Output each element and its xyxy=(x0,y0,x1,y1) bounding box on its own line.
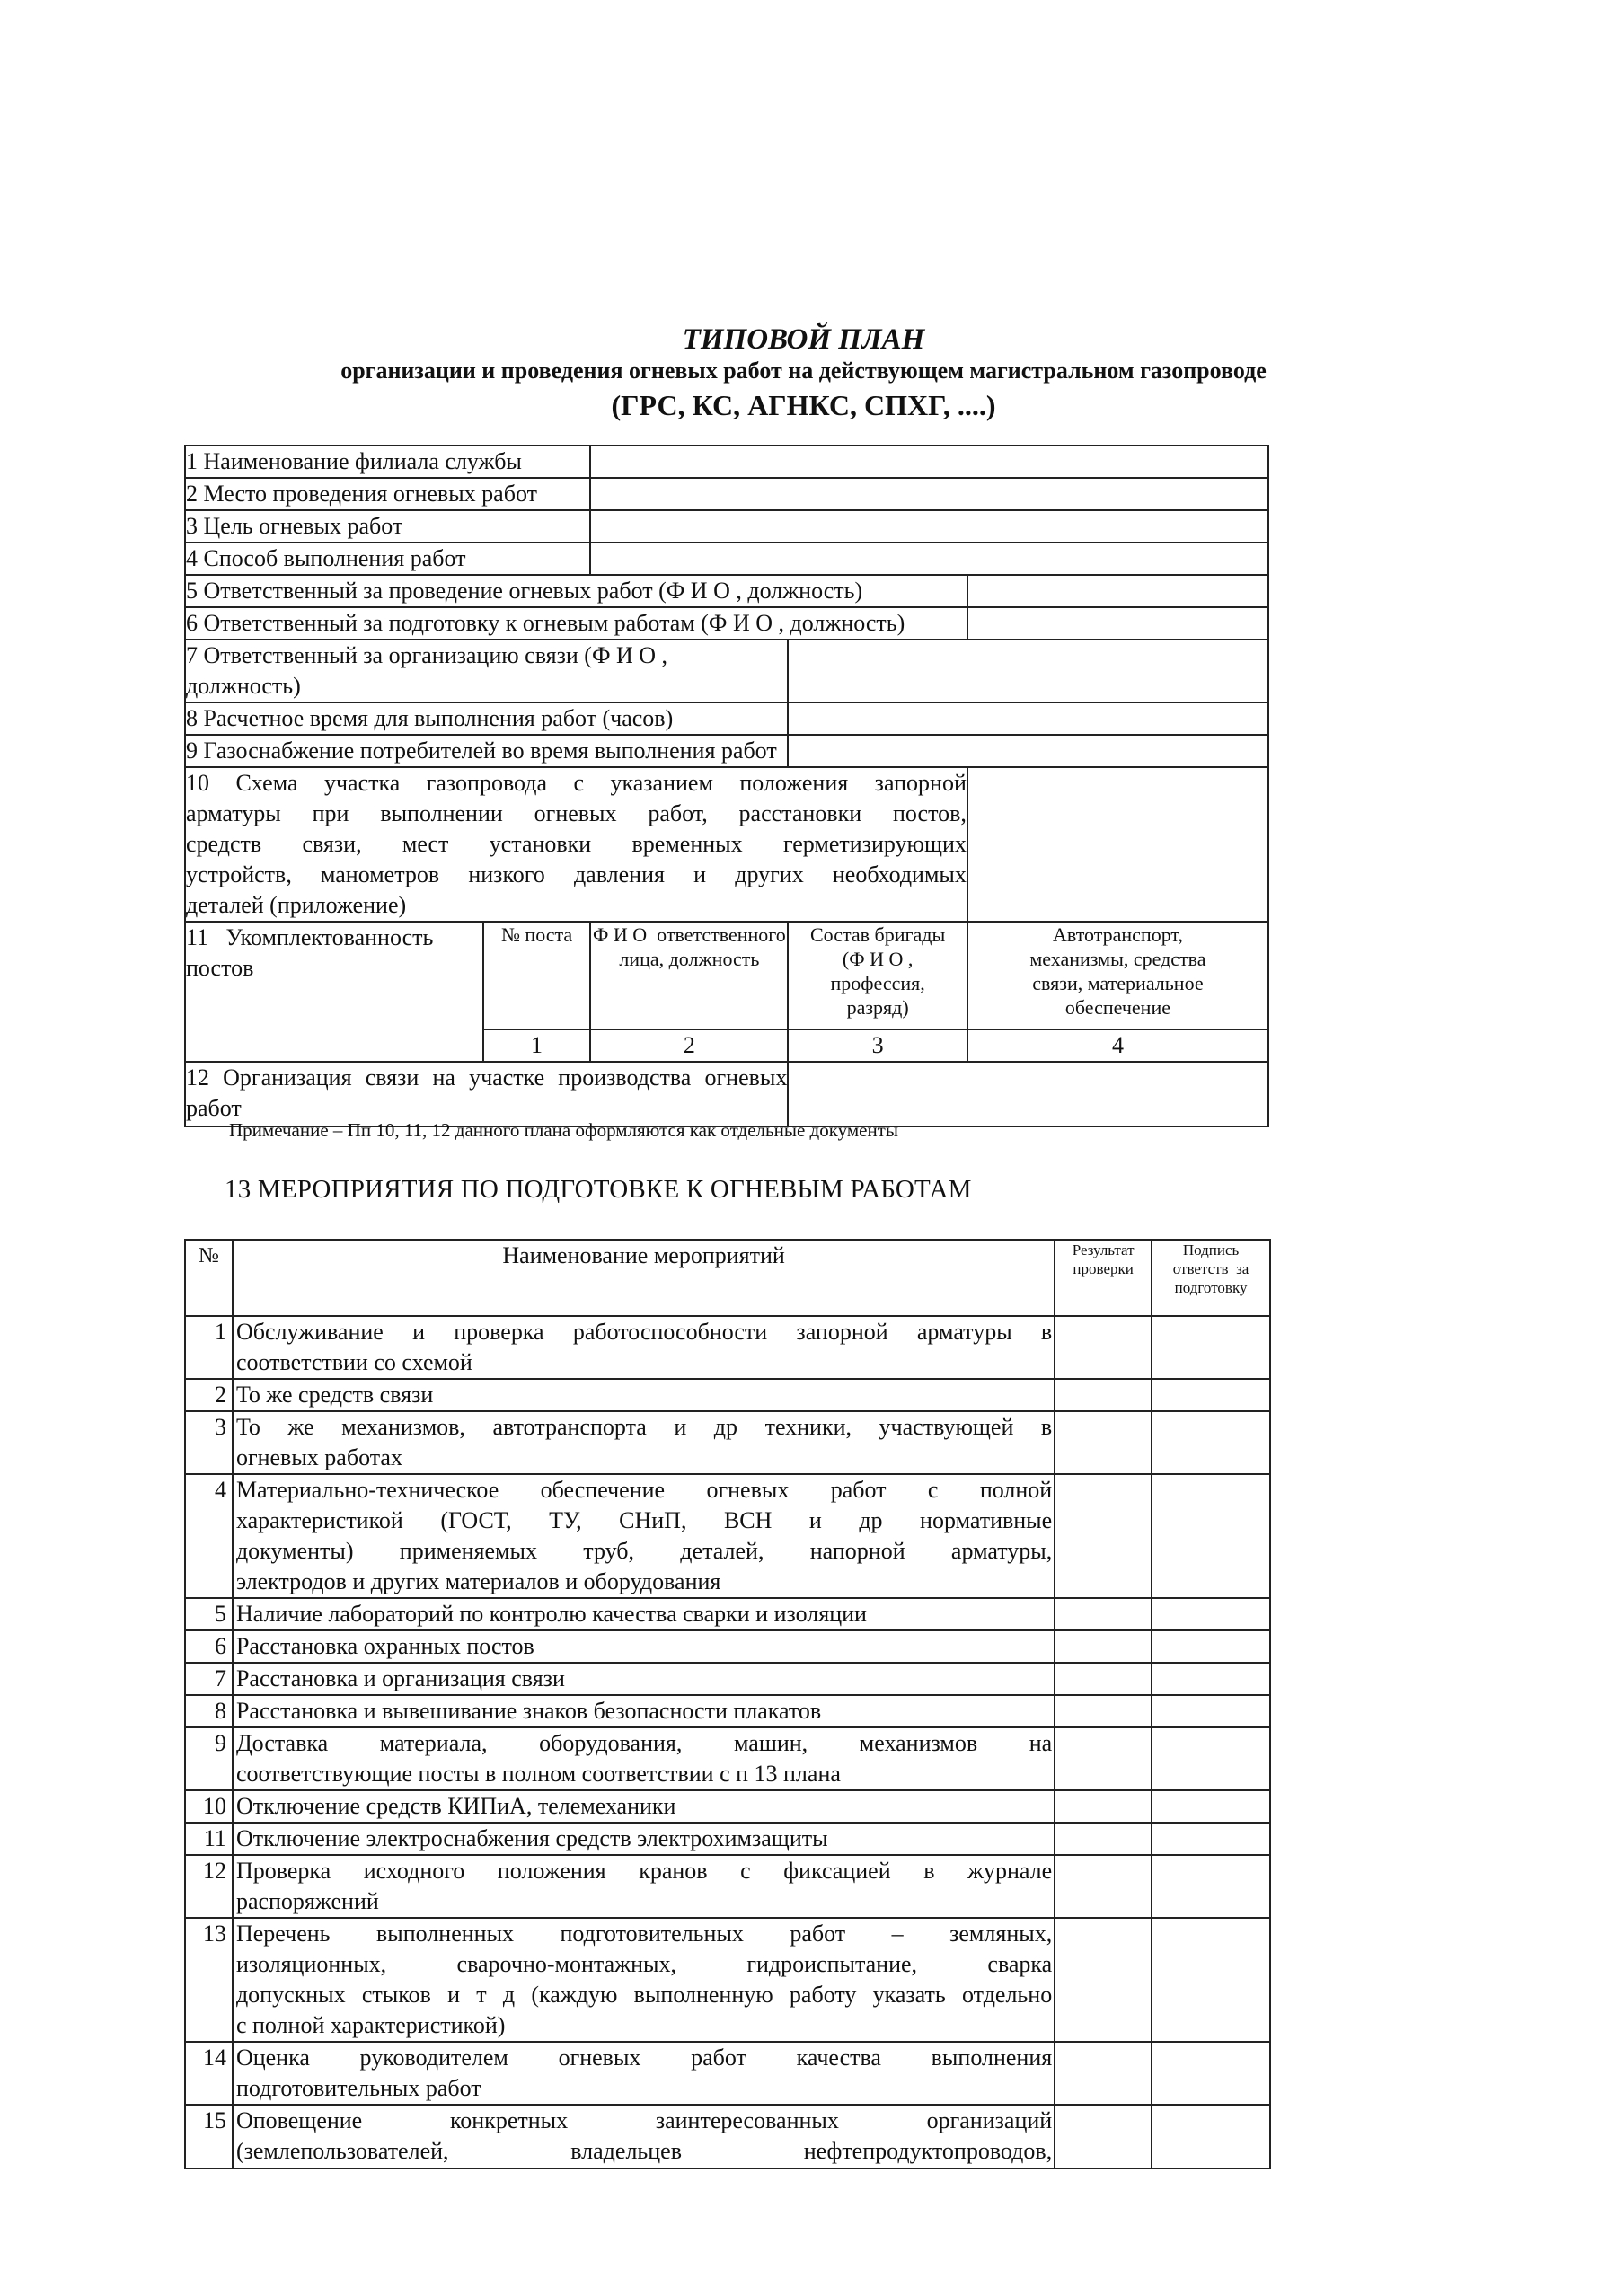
measure-signature-cell[interactable] xyxy=(1152,1598,1270,1630)
measure-result-cell[interactable] xyxy=(1055,1316,1152,1379)
plan-row-6-value[interactable] xyxy=(967,607,1268,640)
measure-name: Отключение средств КИПиА, телемеханики xyxy=(233,1790,1055,1823)
measure-number: 4 xyxy=(185,1474,233,1598)
plan-row-3-label: 3 Цель огневых работ xyxy=(185,510,590,543)
plan-row-7-value[interactable] xyxy=(788,640,1268,702)
plan-row-1-value[interactable] xyxy=(590,446,1268,478)
measure-number: 12 xyxy=(185,1855,233,1918)
col-post-number: № поста xyxy=(483,922,591,1029)
measure-name: Доставка материала, оборудования, машин, механизмов на соответствующие посты в полном соответствии с п 13 плана xyxy=(233,1727,1055,1790)
col-vehicles-equipment: Автотранспорт, механизмы, средства связи, материальное обеспечение xyxy=(967,922,1268,1029)
measure-name: Материально-техническое обеспечение огневых работ с полной характеристикой (ГОСТ, ТУ, СНиП, ВСН и др нормативные документы) применяемых труб, деталей, напорной арматуры, электродов и других материалов и оборудования xyxy=(233,1474,1055,1598)
plan-row-10-label: 10 Схема участка газопровода с указанием положения запорной арматуры при выполнении огневых работ, расстановки постов, средств связи, мест установки временных герметизирующих устройств, манометров низкого давления и других необходимых деталей (приложение) xyxy=(185,767,967,922)
measure-row xyxy=(185,1474,1270,1598)
measure-name: Проверка исходного положения кранов с фиксацией в журнале распоряжений xyxy=(233,1855,1055,1918)
measure-number: 13 xyxy=(185,1918,233,2042)
plan-row-8-value[interactable] xyxy=(788,702,1268,735)
measure-result-cell[interactable] xyxy=(1055,1630,1152,1663)
doc-subtitle-objects: (ГРС, КС, АГНКС, СПХГ, ....) xyxy=(611,389,996,421)
measure-signature-cell[interactable] xyxy=(1152,1663,1270,1695)
plan-row-7-label: 7 Ответственный за организацию связи (Ф И О , должность) xyxy=(185,640,788,702)
measure-signature-cell[interactable] xyxy=(1152,1630,1270,1663)
measure-signature-cell[interactable] xyxy=(1152,1316,1270,1379)
measure-row xyxy=(185,1630,1270,1663)
plan-row-10-value[interactable] xyxy=(967,767,1268,922)
col-team-composition: Состав бригады (Ф И О , профессия, разряд) xyxy=(788,922,967,1029)
plan-row-1-label: 1 Наименование филиала службы xyxy=(185,446,590,478)
measure-number: 1 xyxy=(185,1316,233,1379)
measure-name: Перечень выполненных подготовительных работ – земляных, изоляционных, сварочно-монтажных, гидроиспытание, сварка допускных стыков и т д (каждую выполненную работу указать отдельно с полной характеристикой) xyxy=(233,1918,1055,2042)
col-number-1: 1 xyxy=(483,1029,591,1062)
measure-name: Расстановка и организация связи xyxy=(233,1663,1055,1695)
measure-number: 15 xyxy=(185,2105,233,2168)
measure-result-cell[interactable] xyxy=(1055,1855,1152,1918)
measure-result-cell[interactable] xyxy=(1055,1474,1152,1598)
plan-table xyxy=(184,445,1269,1127)
measure-signature-cell[interactable] xyxy=(1152,2105,1270,2168)
measure-signature-cell[interactable] xyxy=(1152,1727,1270,1790)
measure-number: 9 xyxy=(185,1727,233,1790)
measure-signature-cell[interactable] xyxy=(1152,1823,1270,1855)
measures-header-result: Результат проверки xyxy=(1055,1240,1152,1316)
measure-row xyxy=(185,2042,1270,2105)
note-text: Примечание – Пп 10, 11, 12 данного плана оформляются как отдельные документы xyxy=(229,1119,898,1141)
measures-table xyxy=(184,1239,1271,2169)
plan-row-6-label: 6 Ответственный за подготовку к огневым работам (Ф И О , должность) xyxy=(185,607,967,640)
measure-signature-cell[interactable] xyxy=(1152,1411,1270,1474)
measure-name: Оценка руководителем огневых работ качества выполнения подготовительных работ xyxy=(233,2042,1055,2105)
measure-name: Отключение электроснабжения средств электрохимзащиты xyxy=(233,1823,1055,1855)
measure-result-cell[interactable] xyxy=(1055,1695,1152,1727)
doc-subtitle: организации и проведения огневых работ на действующем магистральном газопроводе xyxy=(340,358,1267,384)
measure-result-cell[interactable] xyxy=(1055,1727,1152,1790)
measure-result-cell[interactable] xyxy=(1055,1823,1152,1855)
measure-row xyxy=(185,1727,1270,1790)
measure-row xyxy=(185,1316,1270,1379)
measure-name: Оповещение конкретных заинтересованных организаций (землепользователей, владельцев нефтепродуктопроводов, xyxy=(233,2105,1055,2168)
measures-rows xyxy=(185,1316,1270,2168)
measure-signature-cell[interactable] xyxy=(1152,2042,1270,2105)
measure-name: Обслуживание и проверка работоспособности запорной арматуры в соответствии со схемой xyxy=(233,1316,1055,1379)
measure-number: 6 xyxy=(185,1630,233,1663)
measure-number: 2 xyxy=(185,1379,233,1411)
measure-signature-cell[interactable] xyxy=(1152,1379,1270,1411)
measure-result-cell[interactable] xyxy=(1055,1379,1152,1411)
measure-result-cell[interactable] xyxy=(1055,1918,1152,2042)
measure-name: Наличие лабораторий по контролю качества сварки и изоляции xyxy=(233,1598,1055,1630)
measure-signature-cell[interactable] xyxy=(1152,1918,1270,2042)
plan-row-11-label: 11 Укомплектованность постов xyxy=(185,922,483,1062)
measure-signature-cell[interactable] xyxy=(1152,1855,1270,1918)
measure-number: 14 xyxy=(185,2042,233,2105)
plan-row-9-label: 9 Газоснабжение потребителей во время выполнения работ xyxy=(185,735,788,767)
plan-row-4-label: 4 Способ выполнения работ xyxy=(185,543,590,575)
measure-signature-cell[interactable] xyxy=(1152,1790,1270,1823)
measure-result-cell[interactable] xyxy=(1055,1790,1152,1823)
plan-row-5-label: 5 Ответственный за проведение огневых работ (Ф И О , должность) xyxy=(185,575,967,607)
measure-number: 10 xyxy=(185,1790,233,1823)
measure-signature-cell[interactable] xyxy=(1152,1474,1270,1598)
col-number-3: 3 xyxy=(788,1029,967,1062)
measure-row xyxy=(185,1918,1270,2042)
measure-result-cell[interactable] xyxy=(1055,2105,1152,2168)
plan-row-12-value[interactable] xyxy=(788,1062,1268,1126)
measure-number: 3 xyxy=(185,1411,233,1474)
measure-row xyxy=(185,1823,1270,1855)
measure-row xyxy=(185,1695,1270,1727)
measure-result-cell[interactable] xyxy=(1055,1411,1152,1474)
measure-row xyxy=(185,1855,1270,1918)
plan-row-4-value[interactable] xyxy=(590,543,1268,575)
plan-row-12-label: 12 Организация связи на участке производства огневых работ xyxy=(185,1062,788,1126)
measure-number: 5 xyxy=(185,1598,233,1630)
measure-signature-cell[interactable] xyxy=(1152,1695,1270,1727)
measure-result-cell[interactable] xyxy=(1055,1663,1152,1695)
measures-header-name: Наименование мероприятий xyxy=(233,1240,1055,1316)
measure-name: Расстановка охранных постов xyxy=(233,1630,1055,1663)
measure-name: Расстановка и вывешивание знаков безопасности плакатов xyxy=(233,1695,1055,1727)
measure-number: 7 xyxy=(185,1663,233,1695)
measure-row xyxy=(185,1598,1270,1630)
plan-row-2-value[interactable] xyxy=(590,478,1268,510)
col-number-2: 2 xyxy=(590,1029,788,1062)
col-responsible-person: Ф И О ответственного лица, должность xyxy=(590,922,788,1029)
plan-row-5-value[interactable] xyxy=(967,575,1268,607)
plan-row-3-value[interactable] xyxy=(590,510,1268,543)
plan-row-9-value[interactable] xyxy=(788,735,1268,767)
measure-row xyxy=(185,1379,1270,1411)
measure-row xyxy=(185,1790,1270,1823)
measure-result-cell[interactable] xyxy=(1055,1598,1152,1630)
measure-name: То же средств связи xyxy=(233,1379,1055,1411)
section-13-heading: 13 МЕРОПРИЯТИЯ ПО ПОДГОТОВКЕ К ОГНЕВЫМ РАБОТАМ xyxy=(225,1175,972,1204)
measure-result-cell[interactable] xyxy=(1055,2042,1152,2105)
measure-row xyxy=(185,1411,1270,1474)
plan-row-2-label: 2 Место проведения огневых работ xyxy=(185,478,590,510)
measure-number: 8 xyxy=(185,1695,233,1727)
col-number-4: 4 xyxy=(967,1029,1268,1062)
measure-name: То же механизмов, автотранспорта и др техники, участвующей в огневых работах xyxy=(233,1411,1055,1474)
measure-number: 11 xyxy=(185,1823,233,1855)
measures-header-signature: Подпись ответств за подготовку xyxy=(1152,1240,1270,1316)
measure-row xyxy=(185,2105,1270,2168)
doc-title: ТИПОВОЙ ПЛАН xyxy=(682,323,925,356)
measures-header-number: № xyxy=(185,1240,233,1316)
plan-row-8-label: 8 Расчетное время для выполнения работ (часов) xyxy=(185,702,788,735)
measure-row xyxy=(185,1663,1270,1695)
